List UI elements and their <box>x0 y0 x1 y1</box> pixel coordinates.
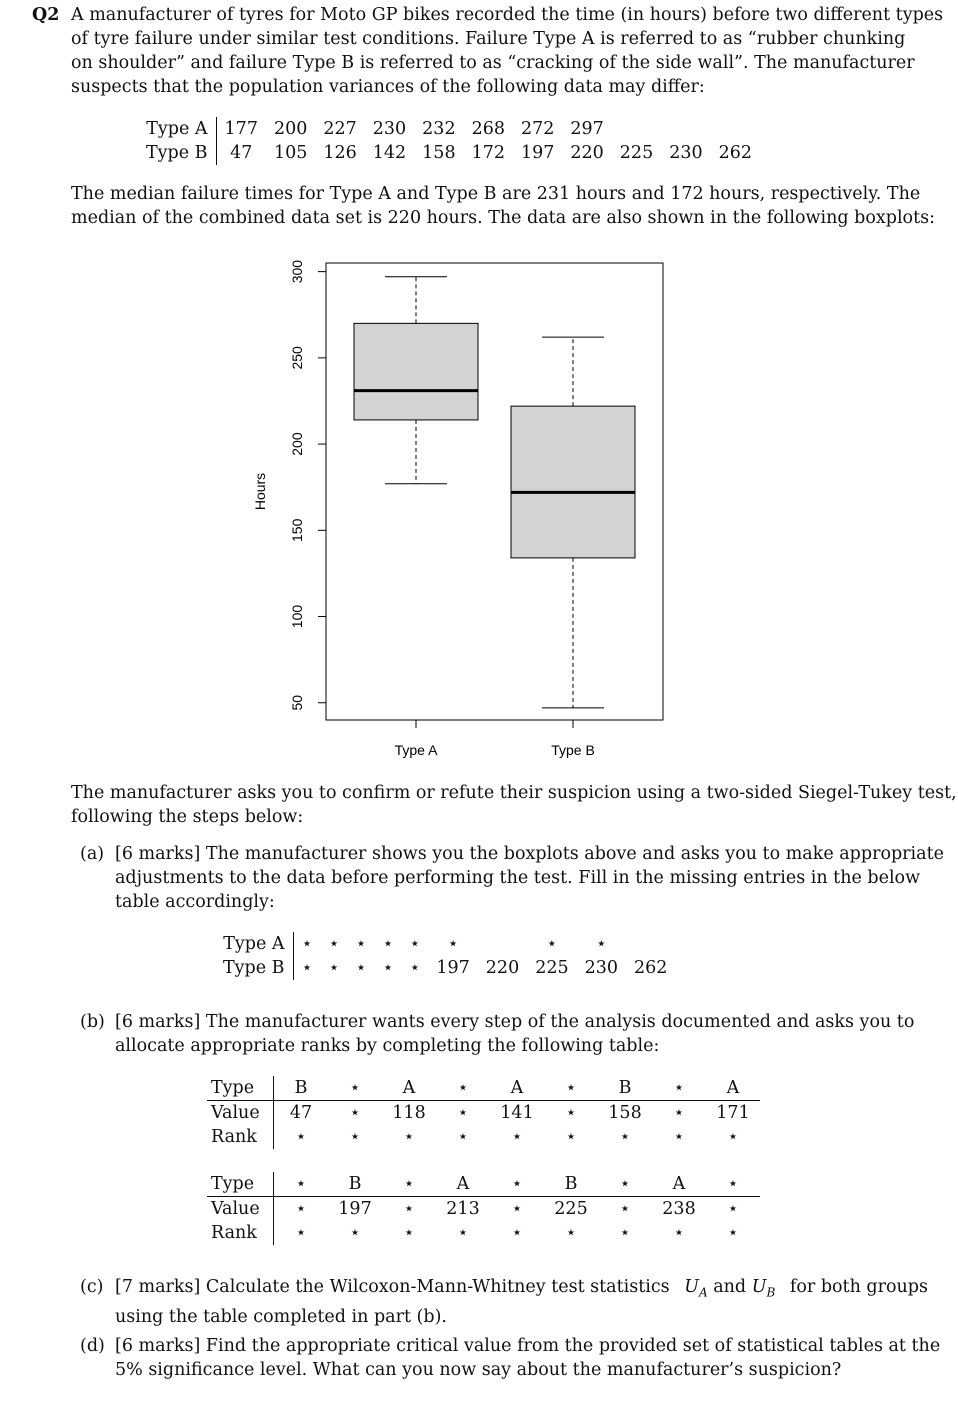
row-label: Type B <box>215 956 293 980</box>
table-cell: ⋆ <box>274 1172 329 1197</box>
intro-line: suspects that the population variances of the following data may differ: <box>71 77 705 97</box>
part-c-label: (c) <box>80 1277 104 1297</box>
u-symbol: U <box>751 1277 767 1297</box>
row-label: Type B <box>138 141 216 165</box>
table-cell <box>478 932 527 956</box>
part-c-text-b: for both groups <box>789 1277 928 1297</box>
table-cell: B <box>328 1172 382 1197</box>
table-cell: A <box>490 1076 544 1101</box>
table-cell: ⋆ <box>457 1223 469 1243</box>
failure-data-table <box>138 117 760 165</box>
table-cell: ⋆ <box>382 934 394 954</box>
part-a-line: adjustments to the data before performing the test. Fill in the missing entries in the below <box>115 868 921 888</box>
table-cell: ⋆ <box>382 958 394 978</box>
table-cell: ⋆ <box>595 934 607 954</box>
table-cell: 47 <box>230 143 253 163</box>
y-tick-label: 300 <box>289 259 305 284</box>
y-tick-label: 150 <box>289 518 305 542</box>
table-cell: ⋆ <box>403 1127 415 1147</box>
row-label: Type <box>207 1076 274 1101</box>
median-paragraph <box>71 182 936 230</box>
table-cell: ⋆ <box>457 1103 469 1123</box>
question-label: Q2 <box>32 5 60 25</box>
table-cell: B <box>598 1076 652 1101</box>
table-cell: ⋆ <box>403 1223 415 1243</box>
table-cell: ⋆ <box>511 1199 523 1219</box>
table-cell: 47 <box>289 1103 313 1123</box>
table-cell: 141 <box>500 1103 534 1123</box>
table-cell: 238 <box>662 1199 696 1219</box>
part-a-label: (a) <box>80 844 105 864</box>
table-cell: 118 <box>392 1103 426 1123</box>
row-label: Type A <box>138 117 216 141</box>
table-cell: ⋆ <box>565 1127 577 1147</box>
y-tick-label: 200 <box>289 432 305 456</box>
table-cell: 171 <box>716 1103 750 1123</box>
intro-line: on shoulder” and failure Type B is referred to as “cracking of the side wall”. The manufacturer <box>71 53 915 73</box>
table-cell: ⋆ <box>652 1076 706 1101</box>
table-cell: ⋆ <box>349 1127 361 1147</box>
box-iqr <box>511 406 635 558</box>
table-cell: ⋆ <box>565 1103 577 1123</box>
task-line: following the steps below: <box>71 807 304 827</box>
table-cell: A <box>706 1076 760 1101</box>
y-tick-label: 250 <box>289 346 305 370</box>
rank-table-rank-row <box>207 1125 760 1149</box>
table-cell: 105 <box>273 143 308 163</box>
table-cell: ⋆ <box>295 1199 307 1219</box>
table-cell: 225 <box>535 958 569 978</box>
table-cell: 225 <box>554 1199 588 1219</box>
table-cell: ⋆ <box>511 1223 523 1243</box>
rank-table-value-row <box>207 1101 760 1126</box>
table-cell: ⋆ <box>727 1199 739 1219</box>
table-cell: ⋆ <box>328 934 340 954</box>
intro-line: of tyre failure under similar test conditions. Failure Type A is referred to as “rubber chunking <box>71 29 906 49</box>
row-label: Rank <box>207 1221 274 1245</box>
table-cell: 272 <box>520 119 555 139</box>
table-cell: 142 <box>372 143 407 163</box>
table-cell: ⋆ <box>301 958 313 978</box>
table-cell: ⋆ <box>490 1172 544 1197</box>
part-b-text <box>115 1010 928 1058</box>
y-tick-label: 100 <box>289 604 305 629</box>
part-a-text <box>115 842 944 914</box>
rank-table-rank-row <box>207 1221 760 1245</box>
table-cell: B <box>544 1172 598 1197</box>
table-cell: ⋆ <box>544 1076 598 1101</box>
row-label: Rank <box>207 1125 274 1149</box>
table-cell: ⋆ <box>295 1127 307 1147</box>
table-cell: ⋆ <box>619 1199 631 1219</box>
adjusted-data-table <box>215 932 675 980</box>
u-symbol: U <box>684 1277 699 1297</box>
table-cell: ⋆ <box>673 1103 685 1123</box>
intro-line: A manufacturer of tyres for Moto GP bikes recorded the time (in hours) before two different types <box>71 5 944 25</box>
table-cell: ⋆ <box>727 1223 739 1243</box>
table-cell: 230 <box>584 958 619 978</box>
table-cell: ⋆ <box>457 1127 469 1147</box>
part-b-line: allocate appropriate ranks by completing the following table: <box>115 1036 660 1056</box>
box-iqr <box>354 323 478 420</box>
table-cell: ⋆ <box>355 958 367 978</box>
subscript-a: A <box>698 1285 708 1300</box>
part-c-formula <box>684 1275 775 1305</box>
part-a-line: table accordingly: <box>115 892 275 912</box>
table-cell: ⋆ <box>727 1127 739 1147</box>
table-cell: ⋆ <box>409 958 421 978</box>
table-cell: ⋆ <box>403 1199 415 1219</box>
task-paragraph <box>71 781 957 829</box>
part-b-label: (b) <box>80 1012 105 1032</box>
boxplot-chart <box>0 240 958 770</box>
part-d-line: 5% significance level. What can you now say about the manufacturer’s suspicion? <box>115 1360 842 1380</box>
table-cell: 126 <box>323 143 357 163</box>
part-c-line <box>115 1275 928 1305</box>
table-cell: A <box>652 1172 706 1197</box>
table-cell: B <box>274 1076 329 1101</box>
part-a-line: [6 marks] The manufacturer shows you the boxplots above and asks you to make appropriate <box>115 844 944 864</box>
table-row <box>138 141 760 165</box>
table-cell: 200 <box>273 119 308 139</box>
table-cell: 268 <box>471 119 505 139</box>
table-cell: 230 <box>669 143 703 163</box>
table-cell: 172 <box>471 143 505 163</box>
rank-table-value-row <box>207 1197 760 1222</box>
table-row <box>215 932 675 956</box>
part-a-table <box>215 932 675 980</box>
table-row <box>215 956 675 980</box>
table-cell: ⋆ <box>349 1223 361 1243</box>
table-cell: ⋆ <box>349 1103 361 1123</box>
table-cell: 225 <box>619 143 654 163</box>
table-cell: ⋆ <box>328 1076 382 1101</box>
table-cell: ⋆ <box>382 1172 436 1197</box>
median-line: The median failure times for Type A and Type B are 231 hours and 172 hours, respectively. The <box>71 184 921 204</box>
part-c-line: using the table completed in part (b). <box>115 1306 447 1327</box>
table-cell: ⋆ <box>706 1172 760 1197</box>
table-cell: 227 <box>323 119 357 139</box>
table-row <box>138 117 760 141</box>
table-cell: ⋆ <box>546 934 558 954</box>
table-cell: 197 <box>520 143 555 163</box>
table-cell: 262 <box>634 958 668 978</box>
table-cell: ⋆ <box>328 958 340 978</box>
row-label: Value <box>207 1197 274 1222</box>
table-cell: 297 <box>570 119 604 139</box>
part-b-line: [6 marks] The manufacturer wants every step of the analysis documented and asks you to <box>115 1012 915 1032</box>
row-label: Type A <box>215 932 293 956</box>
subscript-b: B <box>766 1285 776 1300</box>
x-tick-label: Type B <box>551 742 595 758</box>
data-table <box>138 117 760 165</box>
task-line: The manufacturer asks you to confirm or refute their suspicion using a two-sided Siegel-Tukey test, <box>71 783 957 803</box>
rank-table-1 <box>207 1076 760 1149</box>
table-cell: ⋆ <box>409 934 421 954</box>
table-cell: ⋆ <box>673 1127 685 1147</box>
table-cell: A <box>436 1172 490 1197</box>
table-cell: ⋆ <box>295 1223 307 1243</box>
table-cell: ⋆ <box>619 1127 631 1147</box>
part-d-label: (d) <box>80 1336 105 1356</box>
part-d-text <box>115 1334 941 1382</box>
table-cell: 220 <box>485 958 520 978</box>
table-cell: 158 <box>422 143 456 163</box>
row-label: Type <box>207 1172 274 1197</box>
question-intro <box>71 3 944 99</box>
rank-table-type-row <box>207 1076 760 1101</box>
y-tick-label: 50 <box>289 694 305 711</box>
table-cell: ⋆ <box>619 1223 631 1243</box>
table-cell: 213 <box>446 1199 480 1219</box>
table-cell: ⋆ <box>301 934 313 954</box>
part-c-text <box>115 1275 928 1329</box>
table-cell: 262 <box>718 143 753 163</box>
table-cell: ⋆ <box>447 934 459 954</box>
table-cell: ⋆ <box>355 934 367 954</box>
table-cell: ⋆ <box>598 1172 652 1197</box>
rank-table-bottom <box>207 1172 760 1245</box>
table-cell: ⋆ <box>436 1076 490 1101</box>
table-cell: ⋆ <box>565 1223 577 1243</box>
table-cell: A <box>382 1076 436 1101</box>
rank-table-2 <box>207 1172 760 1245</box>
table-cell: 232 <box>422 119 456 139</box>
table-cell: 177 <box>224 119 258 139</box>
table-cell: ⋆ <box>673 1223 685 1243</box>
part-d-line: [6 marks] Find the appropriate critical value from the provided set of statistical tables at the <box>115 1336 941 1356</box>
table-cell: ⋆ <box>511 1127 523 1147</box>
y-axis-label: Hours <box>252 472 268 511</box>
table-cell: 158 <box>608 1103 642 1123</box>
part-c-text-a: [7 marks] Calculate the Wilcoxon-Mann-Whitney test statistics <box>115 1277 670 1297</box>
median-line: median of the combined data set is 220 hours. The data are also shown in the following boxplots: <box>71 208 936 228</box>
table-cell: 230 <box>372 119 407 139</box>
and-word: and <box>713 1277 747 1297</box>
table-cell: 197 <box>436 958 470 978</box>
rank-table-top <box>207 1076 760 1149</box>
table-cell: 220 <box>570 143 604 163</box>
rank-table-type-row <box>207 1172 760 1197</box>
row-label: Value <box>207 1101 274 1126</box>
x-tick-label: Type A <box>394 742 438 758</box>
table-cell: 197 <box>338 1199 372 1219</box>
